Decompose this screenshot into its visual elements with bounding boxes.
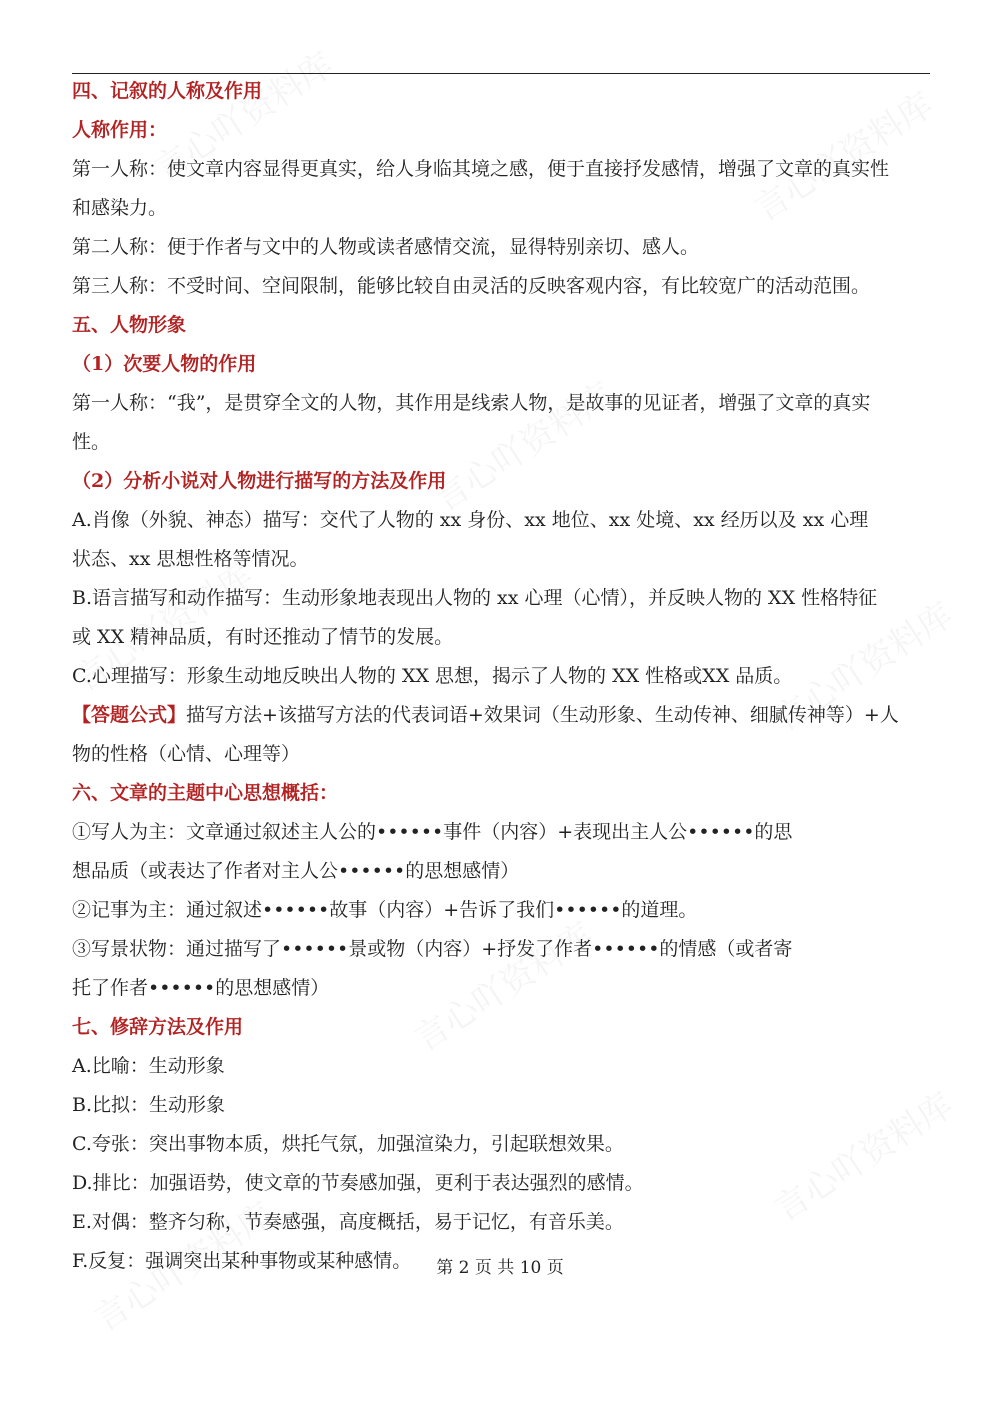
- paragraph: 和感染力。: [72, 197, 168, 219]
- formula-text: 描写方法+该描写方法的代表词语+效果词（生动形象、生动传神、细腻传神等）+人: [186, 704, 899, 726]
- paragraph: 第一人称：“我”，是贯穿全文的人物，其作用是线索人物，是故事的见证者，增强了文章的真实: [72, 392, 871, 414]
- section-4-title: 四、记叙的人称及作用: [72, 80, 263, 102]
- paragraph: 第三人称：不受时间、空间限制，能够比较自由灵活的反映客观内容，有比较宽广的活动范围。: [72, 275, 871, 297]
- paragraph: 性。: [72, 431, 111, 453]
- page-number: 第 2 页 共 10 页: [436, 1258, 564, 1278]
- paragraph: ③写景状物：通过描写了••••••景或物（内容）+抒发了作者••••••的情感（或者寄: [72, 938, 793, 960]
- list-item: C.夸张：突出事物本质，烘托气氛，加强渲染力，引起联想效果。: [72, 1133, 624, 1155]
- section-5-subtitle-1: （1）次要人物的作用: [72, 353, 257, 375]
- section-5-title: 五、人物形象: [72, 314, 187, 336]
- paragraph: 状态、xx 思想性格等情况。: [72, 548, 309, 570]
- section-6-title: 六、文章的主题中心思想概括：: [72, 782, 339, 804]
- paragraph: 托了作者••••••的思想感情）: [72, 977, 330, 999]
- paragraph: ①写人为主：文章通过叙述主人公的••••••事件（内容）+表现出主人公••••••的思: [72, 821, 793, 843]
- paragraph: C.心理描写：形象生动地反映出人物的 XX 思想，揭示了人物的 XX 性格或XX 品质。: [72, 665, 793, 687]
- paragraph: 第二人称：便于作者与文中的人物或读者感情交流，显得特别亲切、感人。: [72, 236, 700, 258]
- section-7-title: 七、修辞方法及作用: [72, 1016, 244, 1038]
- paragraph: 第一人称：使文章内容显得更真实，给人身临其境之感，便于直接抒发感情，增强了文章的真实性: [72, 158, 890, 180]
- paragraph: 想品质（或表达了作者对主人公••••••的思想感情）: [72, 860, 520, 882]
- list-item: D.排比：加强语势，使文章的节奏感加强，更利于表达强烈的感情。: [72, 1172, 644, 1194]
- paragraph: ②记事为主：通过叙述••••••故事（内容）+告诉了我们••••••的道理。: [72, 899, 698, 921]
- paragraph: 或 XX 精神品质，有时还推动了情节的发展。: [72, 626, 454, 648]
- section-5-subtitle-2: （2）分析小说对人物进行描写的方法及作用: [72, 470, 447, 492]
- list-item: E.对偶：整齐匀称，节奏感强，高度概括，易于记忆，有音乐美。: [72, 1211, 624, 1233]
- paragraph: B.语言描写和动作描写：生动形象地表现出人物的 xx 心理（心情），并反映人物的 XX 性格特征: [72, 587, 878, 609]
- section-4-subtitle: 人称作用：: [72, 119, 168, 141]
- list-item: A.比喻：生动形象: [72, 1055, 225, 1077]
- paragraph: A.肖像（外貌、神态）描写：交代了人物的 xx 身份、xx 地位、xx 处境、xx 经历以及 xx 心理: [72, 509, 869, 531]
- formula-line: [72, 696, 932, 735]
- paragraph: 物的性格（心情、心理等）: [72, 743, 301, 765]
- formula-label: 【答题公式】: [72, 704, 187, 726]
- page-content: [72, 72, 932, 1281]
- list-item: F.反复：强调突出某种事物或某种感情。: [72, 1250, 412, 1272]
- list-item: B.比拟：生动形象: [72, 1094, 226, 1116]
